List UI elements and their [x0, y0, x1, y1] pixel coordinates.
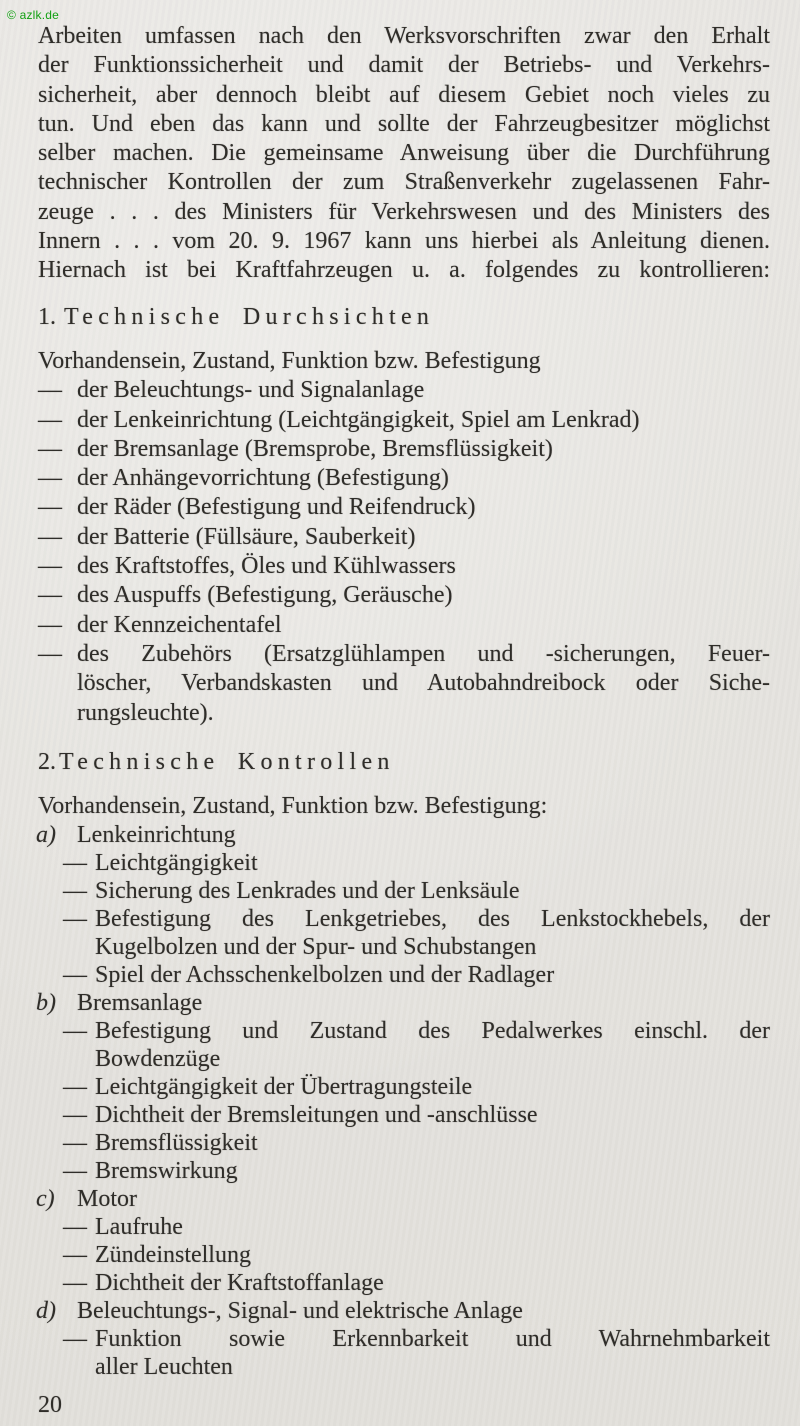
dash-bullet: — — [63, 1214, 87, 1241]
text-line: Bowdenzüge — [95, 1046, 221, 1073]
list-item — [38, 640, 770, 728]
text-line: der Funktionssicherheit und damit der Betriebs- und Verkehrs- — [38, 52, 770, 79]
text-line: rungsleuchte). — [77, 699, 214, 726]
dash-bullet: — — [38, 494, 62, 521]
list-item — [63, 1269, 770, 1297]
group-label: d) — [36, 1298, 56, 1325]
dash-bullet: — — [38, 465, 62, 492]
list-item — [38, 611, 770, 640]
dash-bullet: — — [63, 878, 87, 905]
dash-bullet: — — [38, 377, 62, 404]
text-line: — der Räder (Befestigung und Reifendruck) — [77, 493, 770, 522]
list-item — [63, 1157, 770, 1185]
list-item — [38, 406, 770, 435]
dash-bullet: — — [38, 406, 62, 433]
section-1-heading — [38, 303, 770, 332]
dash-bullet: — — [38, 582, 62, 609]
list-item — [63, 877, 770, 905]
group-title: Bremsanlage — [77, 990, 203, 1017]
text-line: — der Beleuchtungs- und Signalanlage — [77, 376, 770, 405]
section-1-list — [38, 376, 770, 728]
section-2-title: Technische Kontrollen — [59, 748, 395, 775]
dash-bullet: — — [38, 553, 62, 580]
text-line: Kugelbolzen und der Spur- und Schubstangen — [95, 934, 537, 961]
list-item — [38, 523, 770, 552]
text-line: selber machen. Die gemeinsame Anweisung über die Durchführung — [38, 140, 770, 167]
text-line: — Leichtgängigkeit — [63, 850, 258, 877]
dash-bullet: — — [63, 1326, 87, 1353]
group-heading — [38, 989, 770, 1017]
text-line: — Bremswirkung — [63, 1158, 238, 1185]
text-line: — Zündeinstellung — [63, 1242, 251, 1269]
text-line: löscher, Verbandskasten und Autobahndreibock oder Siche- — [77, 670, 770, 697]
group-heading — [38, 1297, 770, 1325]
dash-bullet: — — [38, 640, 62, 667]
text-line: Innern . . . vom 20. 9. 1967 kann uns hierbei als Anleitung dienen. — [38, 228, 770, 255]
text-line: — des Zubehörs (Ersatzglühlampen und -sicherungen, Feuer- — [77, 640, 770, 669]
text-line: — Bremsflüssigkeit — [63, 1130, 258, 1157]
dash-bullet: — — [63, 1074, 87, 1101]
section-2-list — [38, 821, 770, 1381]
text-line: — Spiel der Achsschenkelbolzen und der Radlager — [63, 962, 555, 989]
list-item — [38, 435, 770, 464]
text-line: — Laufruhe — [63, 1214, 183, 1241]
text-line: — Befestigung und Zustand des Pedalwerkes einschl. der — [63, 1018, 770, 1045]
list-item — [63, 1241, 770, 1269]
intro-paragraph — [38, 22, 770, 286]
dash-bullet: — — [63, 1130, 87, 1157]
dash-bullet: — — [63, 1018, 87, 1045]
list-item — [63, 1101, 770, 1129]
text-line: — der Anhängevorrichtung (Befestigung) — [77, 464, 770, 493]
group-heading — [38, 1185, 770, 1213]
list-item — [63, 1073, 770, 1101]
text-line: tun. Und eben das kann und sollte der Fahrzeugbesitzer möglichst — [38, 110, 770, 137]
list-item — [38, 376, 770, 405]
text-line: — Dichtheit der Bremsleitungen und -anschlüsse — [63, 1102, 538, 1129]
list-item — [63, 905, 770, 961]
list-item — [38, 464, 770, 493]
section-1-intro: Vorhandensein, Zustand, Funktion bzw. Befestigung — [38, 347, 541, 374]
list-item — [38, 552, 770, 581]
group-title: Beleuchtungs-, Signal- und elektrische Anlage — [77, 1298, 523, 1325]
text-line: sicherheit, aber dennoch bleibt auf diesem Gebiet noch vieles zu — [38, 81, 770, 108]
text-line: — der Bremsanlage (Bremsprobe, Bremsflüssigkeit) — [77, 435, 770, 464]
text-line: — Funktion sowie Erkennbarkeit und Wahrnehmbarkeit — [63, 1326, 770, 1353]
section-1-title: Technische Durchsichten — [64, 303, 435, 330]
text-line: — Sicherung des Lenkrades und der Lenksäule — [63, 878, 520, 905]
group-title: Lenkeinrichtung — [77, 822, 236, 849]
section-2-heading — [38, 748, 770, 777]
section-2-number: 2. — [38, 748, 56, 775]
watermark: © azlk.de — [7, 8, 59, 22]
group-heading — [38, 821, 770, 849]
group-title: Motor — [77, 1186, 137, 1213]
text-line: aller Leuchten — [95, 1354, 233, 1381]
text-line: — des Auspuffs (Befestigung, Geräusche) — [77, 581, 770, 610]
text-line: Arbeiten umfassen nach den Werksvorschriften zwar den Erhalt — [38, 23, 770, 49]
list-item — [63, 1213, 770, 1241]
text-line: — Befestigung des Lenkgetriebes, des Lenkstockhebels, der — [63, 906, 770, 933]
dash-bullet: — — [63, 1242, 87, 1269]
group-label: b) — [36, 990, 56, 1017]
text-line: — der Kennzeichentafel — [77, 611, 770, 640]
list-item — [63, 1325, 770, 1381]
list-item — [63, 961, 770, 989]
text-line: zeuge . . . des Ministers für Verkehrswesen und des Ministers des — [38, 198, 770, 225]
section-1-number: 1. — [38, 303, 56, 330]
group-label: a) — [36, 822, 56, 849]
text-line: — des Kraftstoffes, Öles und Kühlwassers — [77, 552, 770, 581]
text-line: — Dichtheit der Kraftstoffanlage — [63, 1270, 384, 1297]
text-line: — Leichtgängigkeit der Übertragungsteile — [63, 1074, 473, 1101]
text-line: — der Batterie (Füllsäure, Sauberkeit) — [77, 523, 770, 552]
dash-bullet: — — [38, 435, 62, 462]
page-number: 20 — [38, 1392, 62, 1419]
section-2-intro: Vorhandensein, Zustand, Funktion bzw. Befestigung: — [38, 793, 548, 820]
list-item — [63, 1017, 770, 1073]
dash-bullet: — — [63, 1102, 87, 1129]
dash-bullet: — — [63, 1270, 87, 1297]
list-item — [63, 1129, 770, 1157]
list-item — [38, 493, 770, 522]
list-item — [63, 849, 770, 877]
text-line: — der Lenkeinrichtung (Leichtgängigkeit, Spiel am Lenkrad) — [77, 406, 770, 435]
list-item — [38, 581, 770, 610]
dash-bullet: — — [38, 611, 62, 638]
dash-bullet: — — [63, 906, 87, 933]
dash-bullet: — — [38, 523, 62, 550]
dash-bullet: — — [63, 1158, 87, 1185]
dash-bullet: — — [63, 850, 87, 877]
text-line: technischer Kontrollen der zum Straßenverkehr zugelassenen Fahr- — [38, 169, 770, 196]
dash-bullet: — — [63, 962, 87, 989]
group-label: c) — [36, 1186, 55, 1213]
text-line: Hiernach ist bei Kraftfahrzeugen u. a. folgendes zu kontrollieren: — [38, 257, 770, 284]
